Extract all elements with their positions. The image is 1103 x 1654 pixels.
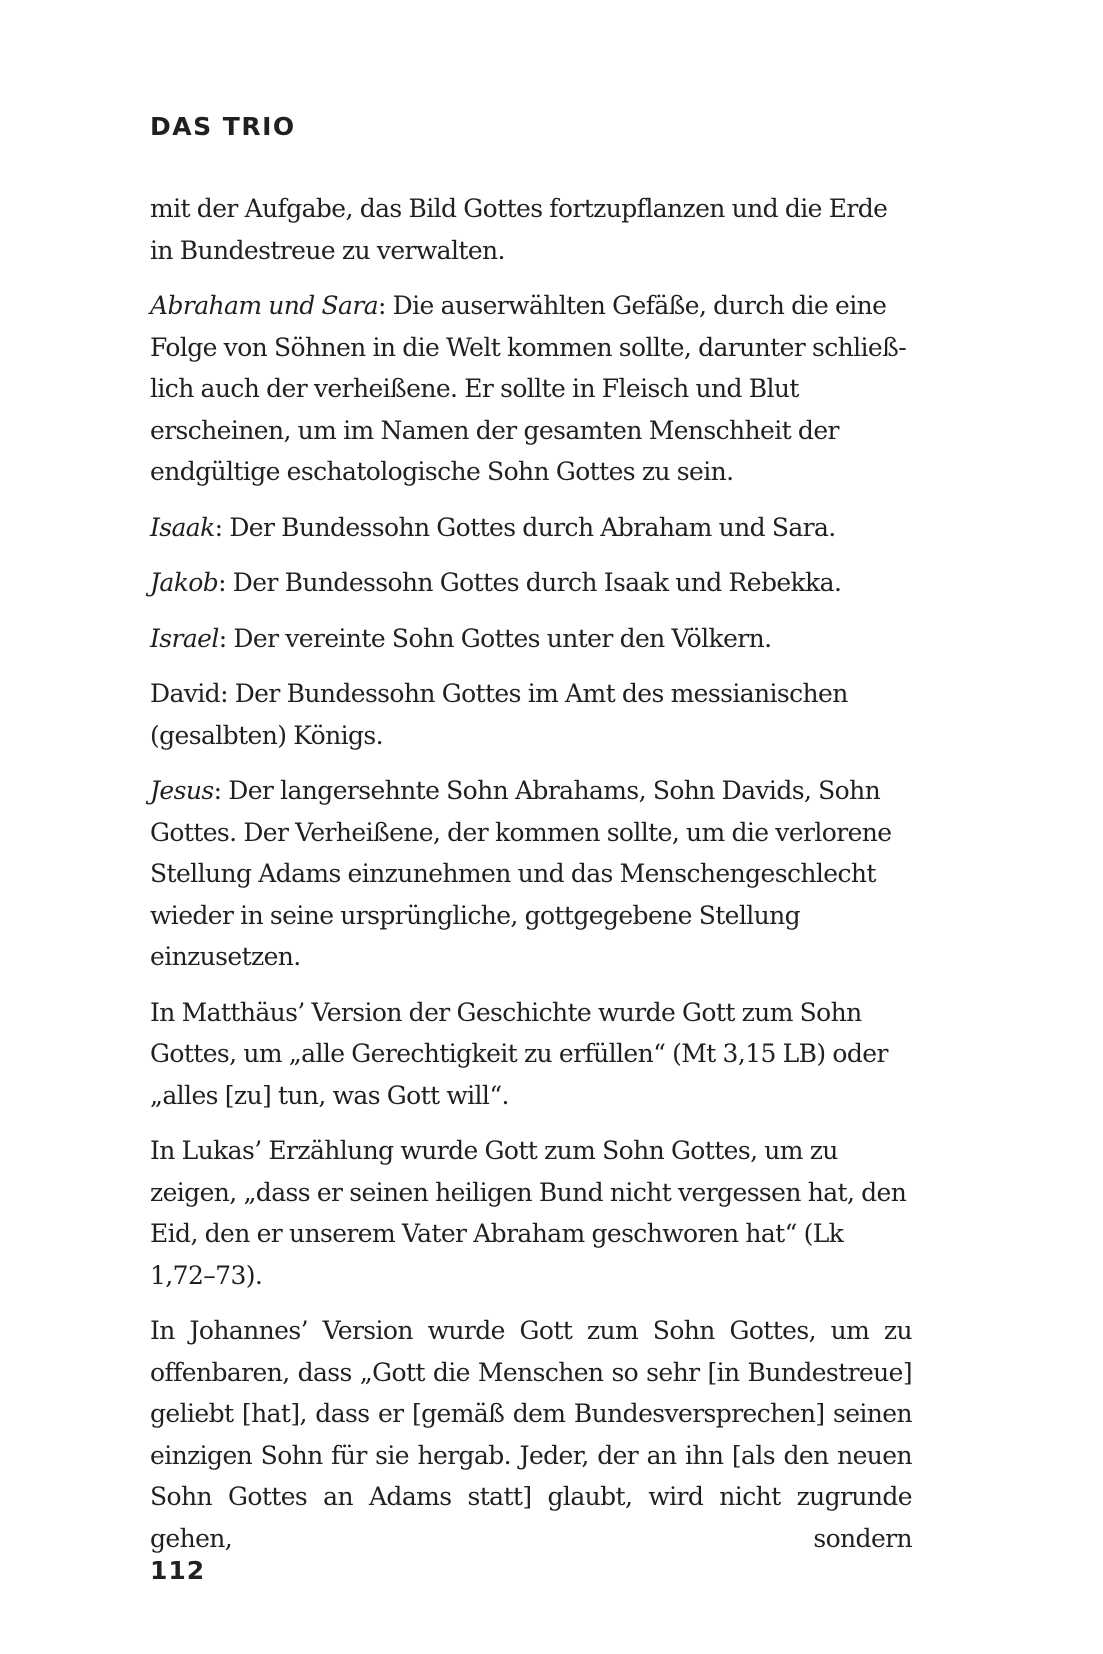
- paragraph-jakob: [150, 562, 912, 604]
- paragraph-lukas: [150, 1130, 912, 1296]
- paragraph-matthaeus: [150, 992, 912, 1117]
- paragraph-abraham-sara: [150, 285, 912, 493]
- paragraph-text: David: Der Bundessohn Gottes im Amt des messianischen (gesalbten) Königs.: [150, 679, 848, 750]
- paragraph-text: In Matthäus’ Version der Geschichte wurde Gott zum Sohn Gottes, um „alle Gerechtigkeit zu erfüllen“ (Mt 3,15 LB) oder „alles [zu] tun, was Gott will“.: [150, 997, 888, 1110]
- paragraph-continuation: [150, 188, 912, 271]
- page-number: 112: [150, 1556, 206, 1585]
- paragraph-text: : Der Bundessohn Gottes durch Abraham und Sara.: [214, 512, 836, 542]
- paragraph-text: : Der vereinte Sohn Gottes unter den Völkern.: [218, 623, 772, 653]
- paragraph-term: Abraham und Sara: [150, 291, 379, 320]
- paragraph-jesus: [150, 770, 912, 978]
- paragraph-text: : Die auserwählten Gefäße, durch die eine Folge von Söhnen in die Welt kommen sollte, darunter schließlich auch der verheißene. Er sollte in Fleisch und Blut erscheinen, um im Namen der gesamten Menschheit der endgültige eschatologische Sohn Gottes zu sein.: [150, 291, 907, 486]
- paragraph-israel: [150, 618, 912, 660]
- paragraph-text: In Lukas’ Erzählung wurde Gott zum Sohn Gottes, um zu zeigen, „dass er seinen heiligen Bund nicht vergessen hat, den Eid, den er unserem Vater Abraham geschworen hat“ (Lk 1,72–73).: [150, 1136, 907, 1290]
- paragraph-term: Jakob: [150, 568, 219, 597]
- paragraph-text: In Johannes’ Version wurde Gott zum Sohn Gottes, um zu offenbaren, dass „Gott die Menschen so sehr [in Bundestreue] geliebt [hat], dass er [gemäß dem Bundesversprechen] seinen einzigen Sohn für sie hergab. Jeder, der an ihn [als den neuen Sohn Gottes an Adams statt] glaubt, wird nicht zugrunde gehen, sondern: [150, 1316, 912, 1553]
- paragraph-david: [150, 673, 912, 756]
- paragraph-text: : Der langersehnte Sohn Abrahams, Sohn Davids, Sohn Gottes. Der Verheißene, der kommen sollte, um die verlorene Stellung Adams einzunehmen und das Menschengeschlecht wieder in seine ursprüngliche, gottgegebene Stellung einzusetzen.: [150, 776, 892, 971]
- paragraph-isaak: [150, 507, 912, 549]
- running-head: DAS TRIO: [150, 112, 296, 141]
- paragraph-text: : Der Bundessohn Gottes durch Isaak und Rebekka.: [218, 568, 842, 597]
- paragraph-johannes: [150, 1310, 912, 1559]
- body-text: [150, 188, 912, 1573]
- paragraph-text: mit der Aufgabe, das Bild Gottes fortzupflanzen und die Erde in Bundestreue zu verwalten.: [150, 194, 888, 265]
- paragraph-term: Israel: [150, 623, 219, 653]
- paragraph-term: Jesus: [150, 776, 214, 805]
- paragraph-term: Isaak: [150, 512, 215, 542]
